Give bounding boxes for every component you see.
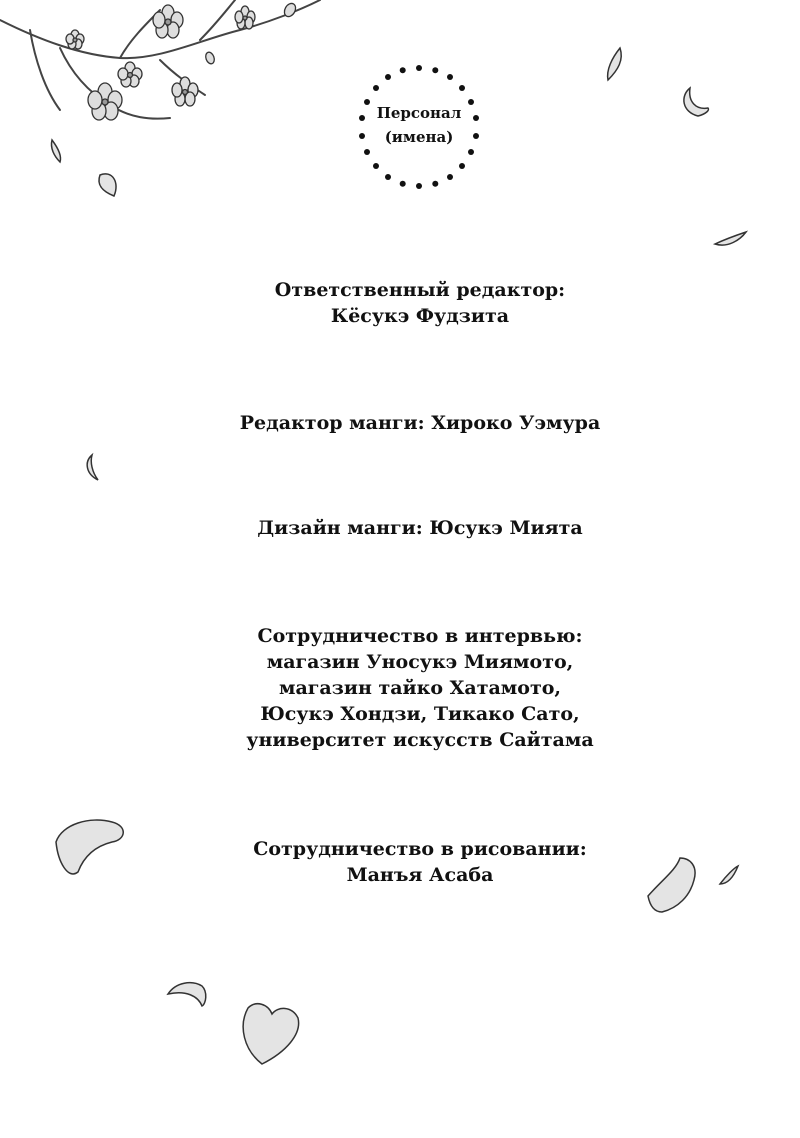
credit-interview-name: университет искусств Сайтама [246,729,594,751]
credit-drawing-name: Манъя Асаба [346,864,494,886]
credit-chief-editor-name: Кёсукэ Фудзита [330,305,510,327]
credit-manga-design [160,515,680,541]
staff-badge [356,64,482,190]
falling-petals [51,48,746,1064]
badge-line-2: (имена) [384,128,454,146]
credit-drawing-title: Сотрудничество в рисовании: [253,838,587,860]
credit-interview-name: магазин Уносукэ Миямото, [266,651,574,673]
credit-interview-name: магазин тайко Хатамото, [278,677,562,699]
credit-manga-editor [160,410,680,436]
credit-manga-design-line: Дизайн манги: Юсукэ Мията [257,517,583,539]
credit-interview-title: Сотрудничество в интервью: [257,625,583,647]
blossom-flowers [66,1,298,120]
credit-interview [160,623,680,753]
credit-chief-editor-title: Ответственный редактор: [274,279,566,301]
credit-chief-editor [160,277,680,329]
sakura-branch-illustration [0,0,320,119]
credit-manga-editor-line: Редактор манги: Хироко Уэмура [239,412,601,434]
credit-drawing [160,836,680,888]
credit-interview-name: Юсукэ Хондзи, Тикако Сато, [260,703,580,725]
badge-line-1: Персонал [376,104,462,122]
badge-label [356,101,482,149]
